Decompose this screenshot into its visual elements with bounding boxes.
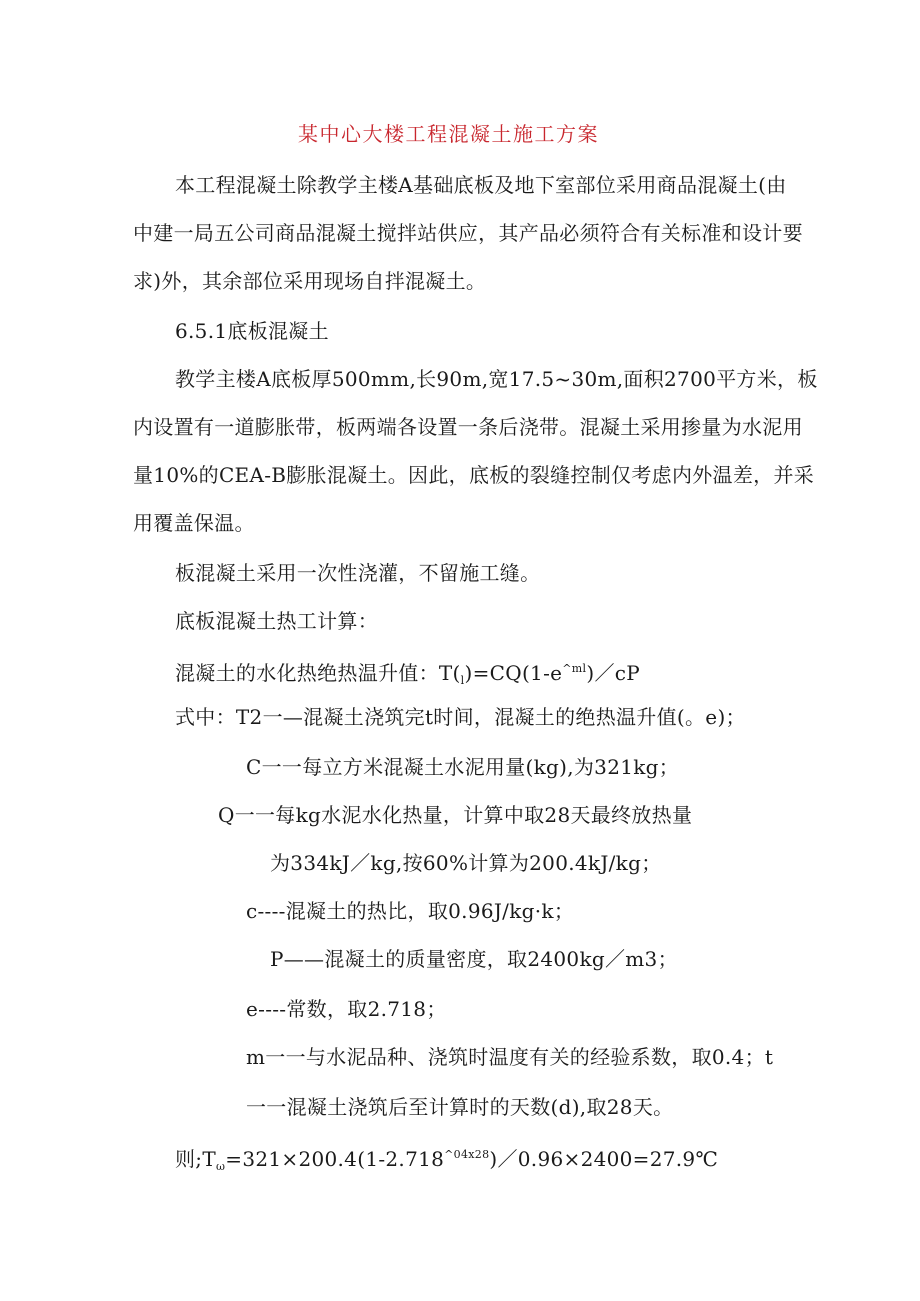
def-c-lower: c----混凝土的热比，取0.96J/kg·k；: [246, 899, 575, 923]
para1-line-3: 量10%的CEA-B膨胀混凝土。因此，底板的裂缝控制仅考虑内外温差，并采: [133, 463, 815, 487]
para2: 板混凝土采用一次性浇灌，不留施工缝。: [175, 561, 541, 585]
formula-subscript: l: [460, 674, 465, 687]
def-p: P——混凝土的质量密度，取2400kg／m3；: [270, 947, 678, 971]
formula-middle: )=CQ(1-e: [464, 661, 563, 685]
result-line: [175, 1142, 718, 1180]
def-m: m一一与水泥品种、浇筑时温度有关的经验系数，取0.4；t: [246, 1045, 774, 1069]
formula-line: [175, 656, 640, 694]
result-prefix: 则;T: [175, 1147, 216, 1171]
para1-line-2: 内设置有一道膨胀带，板两端各设置一条后浇带。混凝土采用掺量为水泥用: [133, 415, 803, 439]
def-e: e----常数，取2.718；: [246, 997, 447, 1021]
para3: 底板混凝土热工计算：: [175, 609, 378, 633]
formula-prefix: 混凝土的水化热绝热温升值：T(: [175, 661, 461, 685]
section-heading: 6.5.1底板混凝土: [175, 319, 329, 343]
formula-superscript: ^ml: [562, 662, 587, 675]
result-superscript: ^04x28: [444, 1148, 490, 1161]
formula-suffix: )／cP: [586, 661, 641, 685]
intro-line-2: 中建一局五公司商品混凝土搅拌站供应，其产品必须符合有关标准和设计要: [133, 221, 803, 245]
where-line: 式中：T2一—混凝土浇筑完t时间，混凝土的绝热温升值(。e)；: [175, 705, 746, 729]
intro-line-3: 求)外，其余部位采用现场自拌混凝土。: [133, 269, 487, 293]
intro-line-1: 本工程混凝土除教学主楼A基础底板及地下室部位采用商品混凝土(由: [175, 173, 787, 197]
para1-line-1: 教学主楼A底板厚500mm,长90m,宽17.5~30m,面积2700平方米，板: [175, 367, 818, 391]
result-subscript: ω: [215, 1160, 226, 1173]
result-suffix: )／0.96×2400=27.9℃: [489, 1147, 719, 1171]
def-c-upper: C一一每立方米混凝土水泥用量(kg),为321kg；: [246, 755, 680, 779]
def-q-line-1: Q一一每kg水泥水化热量，计算中取28天最终放热量: [218, 803, 693, 827]
def-t: 一一混凝土浇筑后至计算时的天数(d),取28天。: [246, 1095, 674, 1119]
def-q-line-2: 为334kJ／kg,按60%计算为200.4kJ/kg；: [270, 851, 662, 875]
para1-line-4: 用覆盖保温。: [133, 511, 255, 535]
document-title: 某中心大楼工程混凝土施工方案: [298, 122, 599, 146]
result-middle: =321×200.4(1-2.718: [225, 1147, 445, 1171]
